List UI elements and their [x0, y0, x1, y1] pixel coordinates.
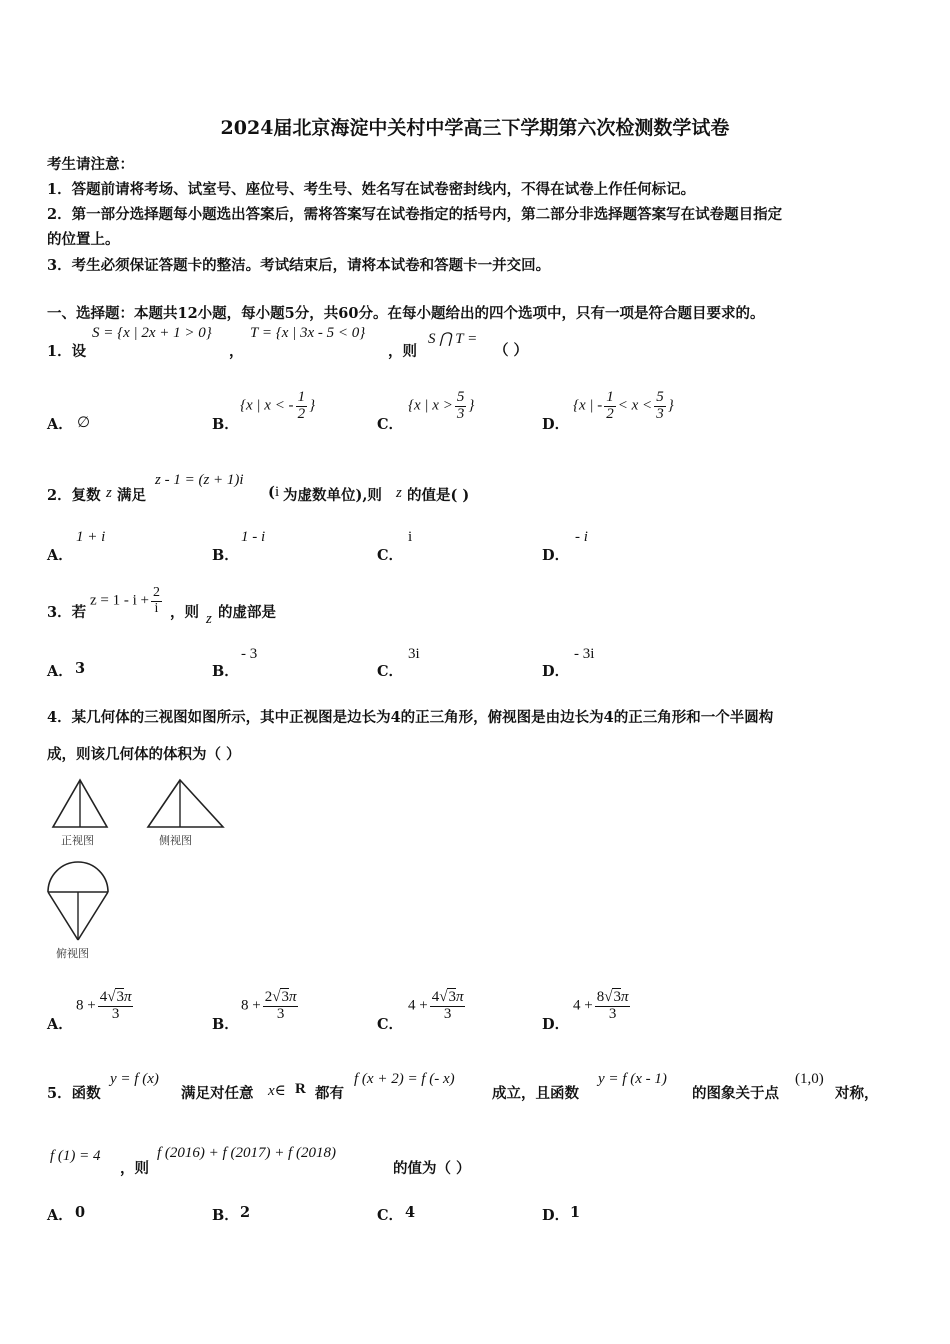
page-title: 2024届北京海淀中关村中学高三下学期第六次检测数学试卷: [220, 117, 730, 139]
q2-satisfy: 满足: [117, 487, 146, 504]
q4-option-a: 8 + $\frac{4√3\pi}{3}$: [76, 989, 132, 1022]
q3-option-b-label: B．: [212, 663, 239, 680]
q2-option-a-label: A．: [47, 547, 73, 564]
q3-var-z: z: [206, 611, 212, 627]
q4-option-c: 4 + $\frac{4√3\pi}{3}$: [408, 989, 464, 1022]
q2-option-c: i: [408, 529, 413, 545]
q1-set-t: T = {x | 3x - 5 < 0}: [250, 325, 366, 341]
q1-answer-paren: （ ）: [494, 342, 529, 359]
q3-then: ，则: [170, 604, 199, 621]
q5-text7: 的值为（ ）: [393, 1160, 471, 1177]
q5-option-c-label: C．: [377, 1207, 404, 1224]
front-view-label: 正视图: [61, 834, 94, 847]
top-view-figure: [42, 858, 122, 963]
q3-option-a: 3: [75, 660, 86, 677]
q1-option-c: {x | x > $\frac{5}{3}$ }: [408, 389, 475, 422]
q4-option-b: 8 + $\frac{2√3\pi}{3}$: [241, 989, 297, 1022]
notice-item: 1．答题前请将考场、试室号、座位号、考生号、姓名写在试卷密封线内，不得在试卷上作任何标记。: [47, 181, 696, 198]
q3-number: 3．若: [47, 604, 87, 621]
q3-option-c: 3i: [408, 646, 420, 662]
q2-equation: z - 1 = (z + 1)i: [155, 472, 244, 488]
front-view: [53, 780, 107, 847]
q2-paren-open: (: [268, 484, 275, 501]
q4-option-a-label: A．: [47, 1016, 73, 1033]
q5-func-equation: f (x + 2) = f (- x): [354, 1071, 455, 1087]
q1-option-a: ∅: [77, 415, 91, 431]
q2-text: 为虚数单位),则: [283, 487, 382, 504]
q5-option-a-label: A．: [47, 1207, 73, 1224]
q1-set-s: S = {x | 2x + 1 > 0}: [92, 325, 212, 341]
q3-text: 的虚部是: [218, 604, 276, 621]
q5-func-y: y = f (x): [110, 1071, 159, 1087]
q1-option-b: {x | x < - $\frac{1}{2}$ }: [240, 389, 316, 422]
q2-imag-i: i: [275, 484, 280, 500]
q2-option-b-label: B．: [212, 547, 239, 564]
q2-option-d: - i: [575, 529, 588, 545]
q5-real-set: R: [295, 1081, 306, 1097]
q4-line2: 成，则该几何体的体积为（ ）: [47, 746, 241, 763]
q2-option-c-label: C．: [377, 547, 404, 564]
q2-option-b: 1 - i: [241, 529, 266, 545]
q4-option-b-label: B．: [212, 1016, 239, 1033]
front-side-view-figures: [45, 775, 235, 850]
q5-func-shift: y = f (x - 1): [598, 1071, 667, 1087]
q5-text4: 的图象关于点: [692, 1085, 779, 1102]
q3-option-c-label: C．: [377, 663, 404, 680]
q3-option-b: - 3: [241, 646, 258, 662]
q5-text6: ，则: [120, 1160, 149, 1177]
q5-text3: 成立，且函数: [492, 1085, 579, 1102]
q1-option-a-label: A．: [47, 416, 73, 433]
q5-number: 5．函数: [47, 1085, 101, 1102]
q2-text2: 的值是( ): [407, 487, 470, 504]
q5-option-a: 0: [75, 1204, 86, 1221]
q1-option-c-label: C．: [377, 416, 404, 433]
q5-text5: 对称，: [835, 1085, 879, 1102]
side-view-label: 侧视图: [159, 834, 192, 847]
top-view-label: 俯视图: [56, 947, 89, 960]
q2-option-d-label: D．: [542, 547, 570, 564]
q5-option-c: 4: [405, 1204, 416, 1221]
q5-text2: 都有: [315, 1085, 344, 1102]
side-view: [148, 780, 223, 847]
section-heading: 一、选择题：本题共12小题，每小题5分，共60分。在每小题给出的四个选项中，只有一项是符合题目要求的。: [47, 305, 765, 322]
q5-option-b-label: B．: [212, 1207, 239, 1224]
q1-option-b-label: B．: [212, 416, 239, 433]
q2-var-z2: z: [396, 485, 402, 501]
q2-var-z: z: [106, 485, 112, 501]
q4-option-c-label: C．: [377, 1016, 404, 1033]
q5-option-b: 2: [240, 1204, 251, 1221]
q4-option-d-label: D．: [542, 1016, 570, 1033]
q3-equation: z = 1 - i + $\frac{2}{i}$: [90, 585, 160, 616]
q5-f1-value: f (1) = 4: [50, 1148, 101, 1164]
q1-option-d: {x | - $\frac{1}{2}$ < x < $\frac{5}{3}$ }: [573, 389, 674, 422]
q5-text1: 满足对任意: [181, 1085, 254, 1102]
q5-x-in: x∈: [268, 1083, 286, 1099]
q2-number: 2．复数: [47, 487, 101, 504]
q5-option-d: 1: [570, 1204, 581, 1221]
q3-option-d-label: D．: [542, 663, 570, 680]
notice-heading: 考生请注意：: [47, 156, 134, 173]
q3-option-a-label: A．: [47, 663, 73, 680]
q5-option-d-label: D．: [542, 1207, 570, 1224]
q2-option-a: 1 + i: [76, 529, 106, 545]
q4-option-d: 4 + $\frac{8√3\pi}{3}$: [573, 989, 629, 1022]
q1-option-d-label: D．: [542, 416, 570, 433]
q1-expression: S ⋂ T =: [428, 331, 478, 347]
notice-item: 2．第一部分选择题每小题选出答案后，需将答案写在试卷指定的括号内，第二部分非选择题答案写在试卷题目指定: [47, 206, 783, 223]
q1-comma: ，: [229, 343, 244, 360]
q1-number: 1．设: [47, 343, 87, 360]
notice-item: 3．考生必须保证答题卡的整洁。考试结束后，请将本试卷和答题卡一并交回。: [47, 257, 551, 274]
notice-item: 的位置上。: [47, 231, 120, 248]
q5-point: (1,0): [795, 1071, 824, 1087]
q5-sum-expression: f (2016) + f (2017) + f (2018): [157, 1145, 336, 1161]
q1-then: ，则: [388, 343, 417, 360]
q3-option-d: - 3i: [574, 646, 595, 662]
q4-line1: 4．某几何体的三视图如图所示，其中正视图是边长为4的正三角形，俯视图是由边长为4的正三角形和一个半圆构: [47, 709, 774, 726]
